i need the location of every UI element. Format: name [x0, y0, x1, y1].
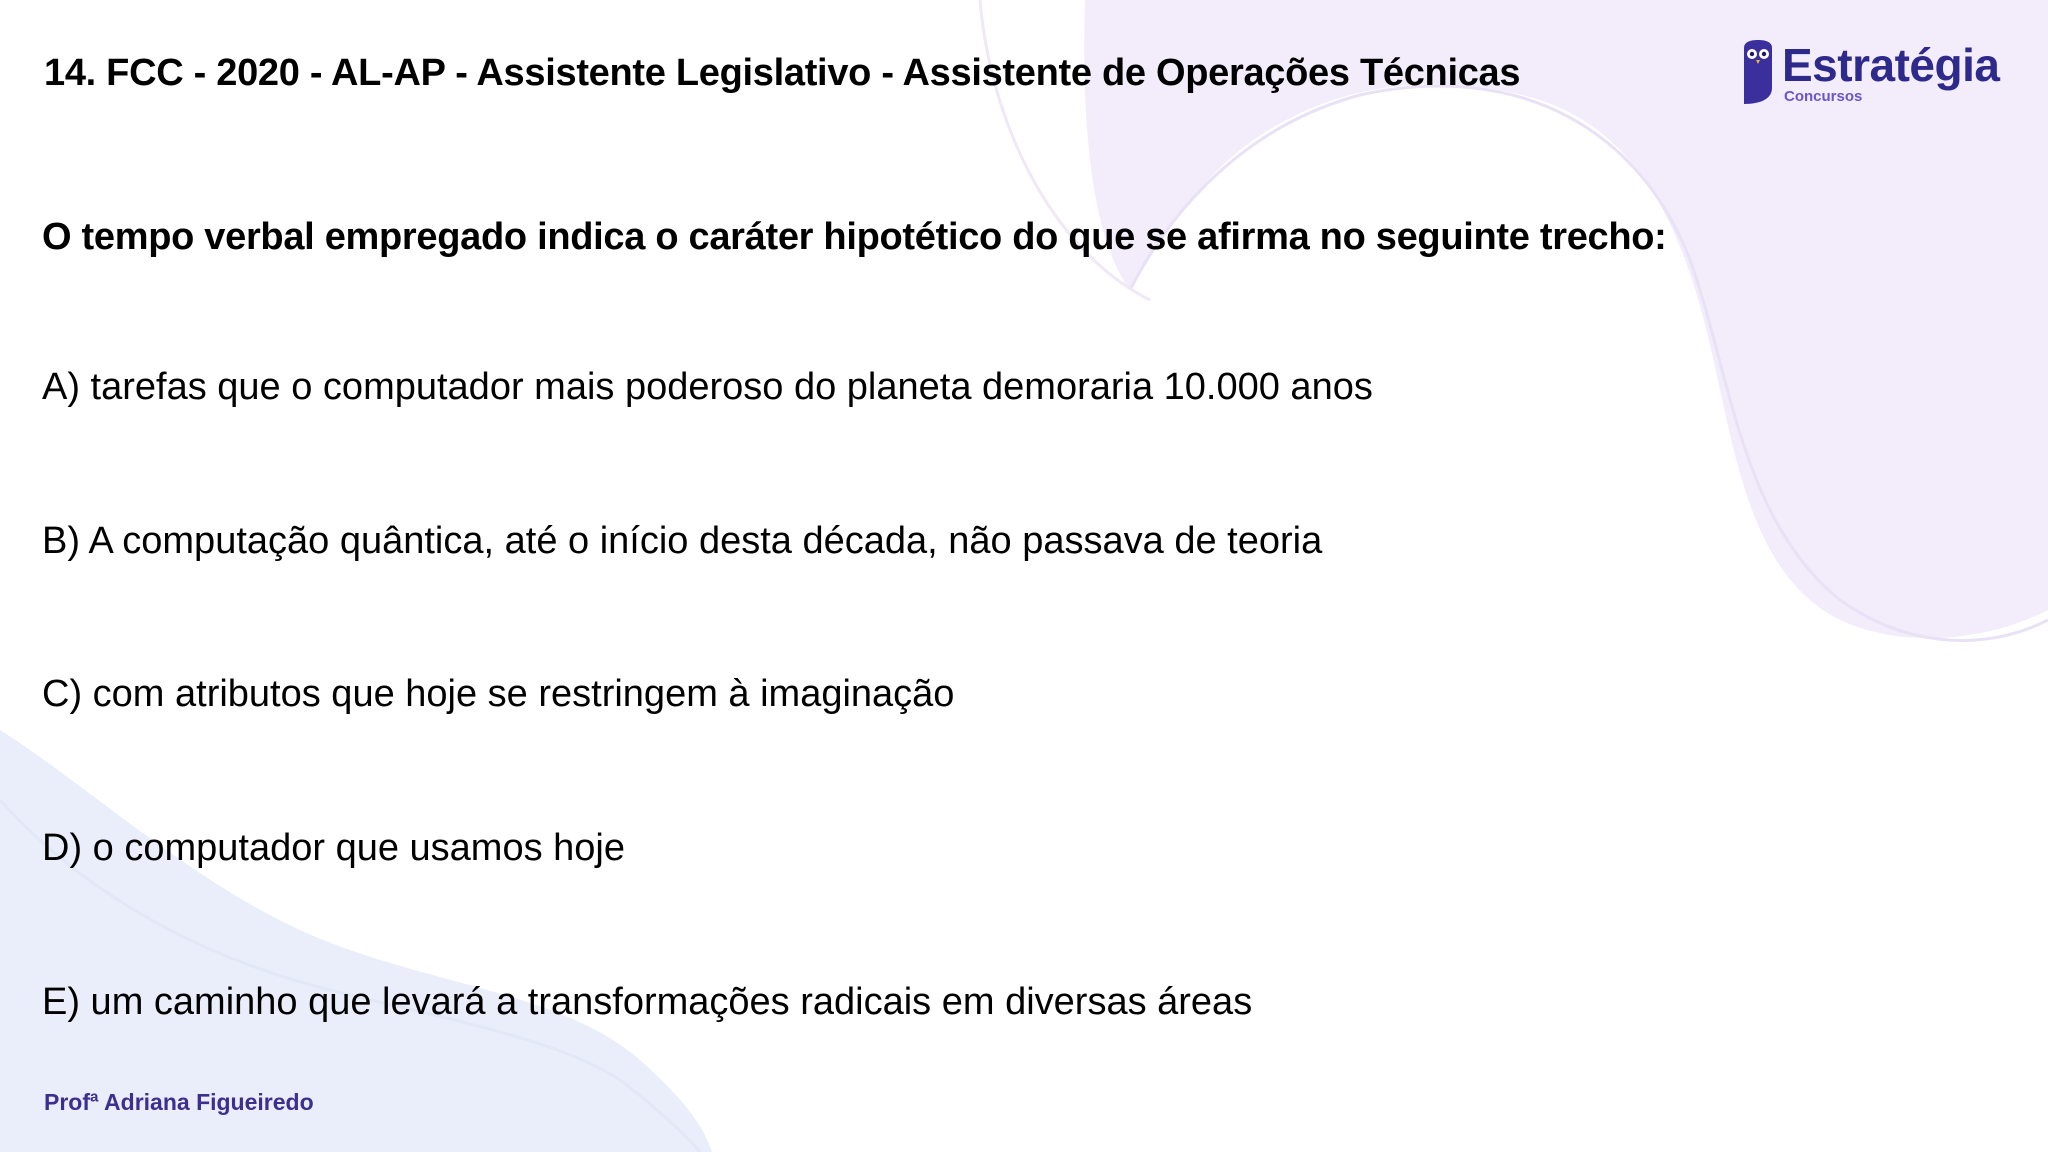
option-e: E) um caminho que levará a transformações radicais em diversas áreas — [42, 981, 1253, 1023]
option-b: B) A computação quântica, até o início desta década, não passava de teoria — [42, 520, 1323, 562]
option-c: C) com atributos que hoje se restringem à imaginação — [42, 673, 955, 715]
slide-title: 14. FCC - 2020 - AL-AP - Assistente Legislativo - Assistente de Operações Técnicas — [44, 52, 1521, 94]
option-d: D) o computador que usamos hoje — [42, 827, 625, 869]
option-a: A) tarefas que o computador mais poderoso do planeta demoraria 10.000 anos — [42, 366, 1373, 408]
estrategia-logo — [1740, 38, 2000, 110]
owl-logo-icon — [1740, 38, 1776, 106]
author-footer: Profª Adriana Figueiredo — [44, 1089, 314, 1115]
logo-name: Estratégia — [1782, 39, 2000, 91]
question-prompt: O tempo verbal empregado indica o caráter hipotético do que se afirma no seguinte trecho: — [42, 216, 1667, 258]
logo-subtitle: Concursos — [1784, 88, 1863, 105]
